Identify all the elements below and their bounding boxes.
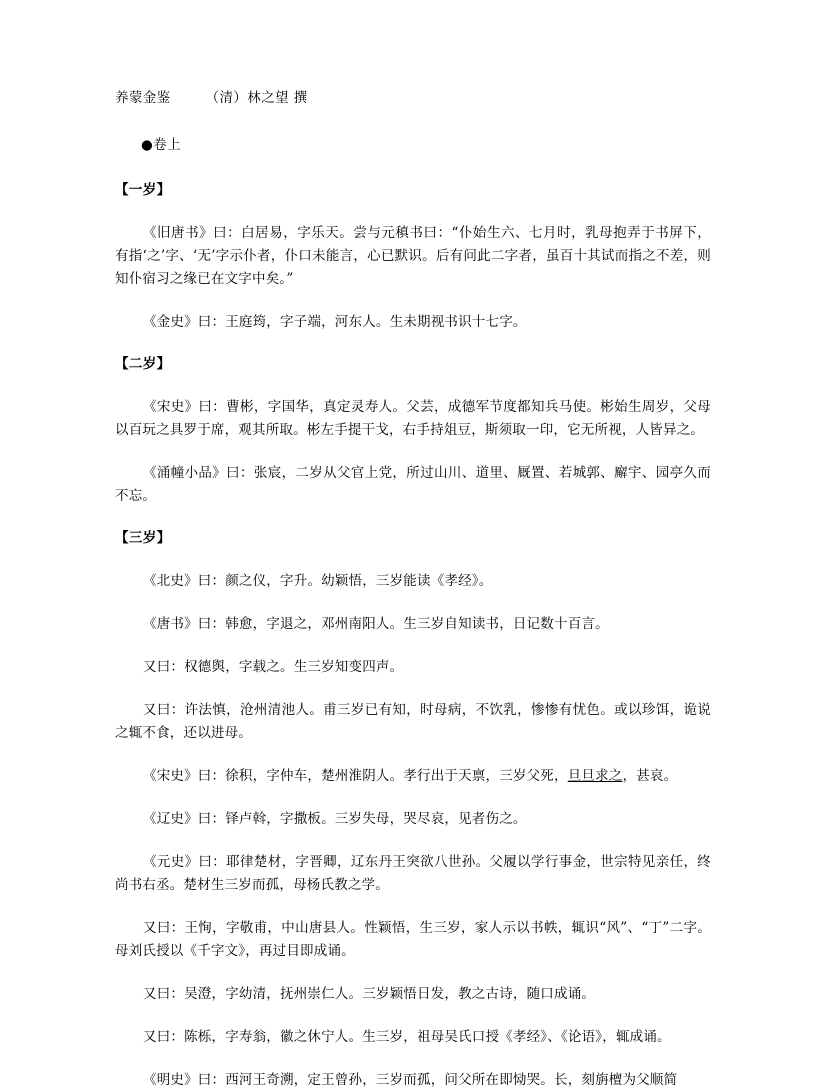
paragraph: 又曰：吴澄，字幼清，抚州崇仁人。三岁颖悟日发，教之古诗，随口成诵。 [143, 986, 596, 1002]
paragraph: 《北史》曰：颜之仪，字升。幼颖悟，三岁能读《孝经》。 [143, 573, 493, 589]
paragraph: 《旧唐书》曰：白居易，字乐天。尝与元稹书曰：“仆始生六、七月时，乳母抱弄于书屏下，有指‘之’字、‘无’字示仆者，仆口未能言，心已默识。后有问此二字者，虽百十其试而指之不差，则知仆宿习之缘已在文字中矣。” [115, 225, 711, 287]
chapter-marker: ●卷上 [141, 137, 181, 153]
paragraph: 又曰：陈栎，字寿翁，徽之休宁人。生三岁，祖母吴氏口授《孝经》、《论语》，辄成诵。 [143, 1029, 671, 1045]
section-heading-age-one: 【一岁】 [115, 182, 171, 198]
paragraph-truncated-at-page-edge: 《明史》曰：西河王奇溯，定王曾孙，三岁而孤，问父所在即恸哭。长，刻旃檀为父顺简 [143, 1072, 678, 1088]
paragraph: 《宋史》曰：曹彬，字国华，真定灵寿人。父芸，成德军节度都知兵马使。彬始生周岁，父母以百玩之具罗于席，观其所取。彬左手提干戈，右手持俎豆，斯须取一印，它无所视，人皆异之。 [115, 399, 711, 438]
paragraph: 《辽史》曰：铎卢斡，字撒板。三岁失母，哭尽哀，见者伤之。 [143, 811, 527, 827]
paragraph: 《元史》曰：耶律楚材，字晋卿，辽东丹王突欲八世孙。父履以学行事金，世宗特见亲任，终尚书右丞。楚材生三岁而孤，母杨氏教之学。 [115, 854, 711, 893]
paragraph-with-underline [115, 765, 711, 788]
paragraph: 又曰：许法慎，沧州清池人。甫三岁已有知，时母病，不饮乳，惨惨有忧色。或以珍饵，诡说之辄不食，还以进母。 [115, 702, 711, 741]
paragraph: 又曰：权德舆，字载之。生三岁知变四声。 [143, 659, 404, 675]
paragraph: 《涌幢小品》曰：张宸，二岁从父官上党，所过山川、道里、厩置、若城郭、廨宇、园亭久而不忘。 [115, 465, 711, 504]
paragraph: 《唐书》曰：韩愈，字退之，邓州南阳人。生三岁自知读书，日记数十百言。 [143, 616, 609, 632]
paragraph: 又曰：王恂，字敬甫，中山唐县人。性颖悟，生三岁，家人示以书帙，辄识“风”、“丁”二字。母刘氏授以《千字文》，再过目即成诵。 [115, 920, 711, 959]
section-heading-age-two: 【二岁】 [115, 356, 171, 372]
document-title: 养蒙金鉴 （清）林之望 撰 [115, 90, 308, 106]
paragraph-text-tail: ，甚哀。 [622, 768, 678, 784]
section-heading-age-three: 【三岁】 [115, 530, 171, 546]
paragraph: 《金史》曰：王庭筠，字子端，河东人。生未期视书识十七字。 [143, 314, 527, 330]
underlined-phrase: 旦旦求之 [567, 768, 623, 784]
paragraph-text-lead: 《宋史》曰：徐积，字仲车，楚州淮阴人。孝行出于天禀，三岁父死， [143, 768, 568, 784]
